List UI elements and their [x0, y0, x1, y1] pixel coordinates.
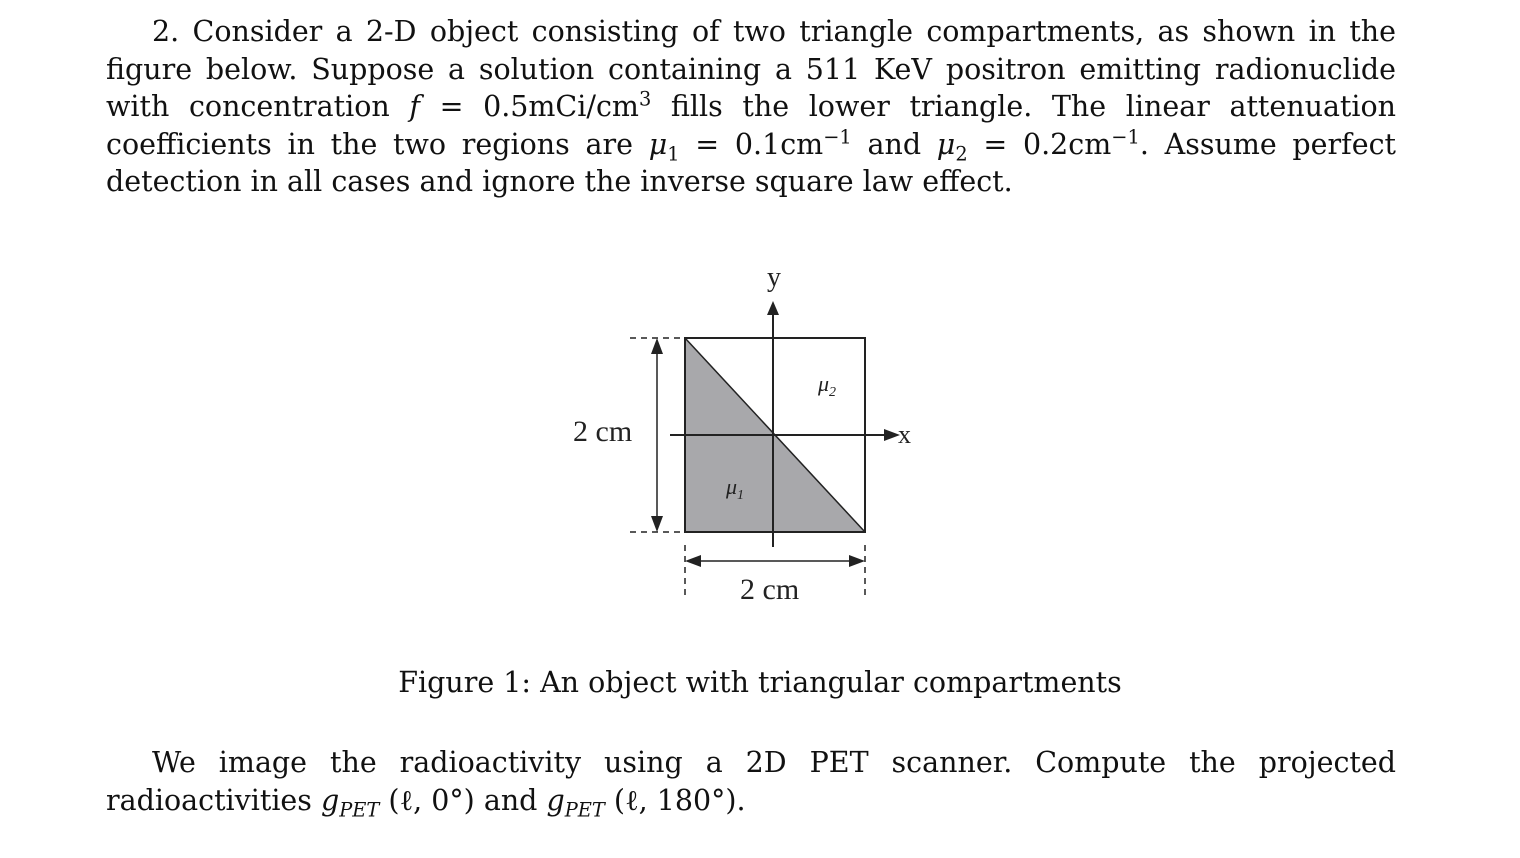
mu2-exponent: −1	[1111, 125, 1140, 148]
problem-intro: Consider a 2-D object consisting of two triangle compartments, as shown in the figure below. Suppose a solution containing a 511 KeV positron emitting radionuclide with concentration	[106, 15, 1397, 123]
g-pet-subscript-1: PET	[339, 798, 380, 822]
mu2-value: = 0.2cm	[967, 127, 1112, 161]
and-text: and	[851, 127, 937, 161]
mu1-subscript: 1	[667, 142, 680, 166]
f-symbol: f	[409, 90, 420, 123]
task-and-text: and	[474, 783, 547, 817]
projection-arg-180: (ℓ, 180°).	[604, 783, 746, 817]
mu2-symbol: μ	[936, 127, 956, 161]
after-f-text: fills the lower triangle. The linear attenuation coefficients in the two regions are	[106, 90, 1397, 161]
task-statement	[106, 744, 1396, 822]
problem-statement	[106, 13, 1396, 201]
width-arrow-left	[685, 555, 701, 567]
triangle-compartment-figure	[560, 255, 940, 625]
figure-caption: Figure 1: An object with triangular compartments	[398, 666, 1122, 699]
height-label: 2 cm	[573, 415, 633, 448]
width-arrow-right	[849, 555, 865, 567]
x-axis-label: x	[898, 420, 911, 449]
mu2-region-subscript: 2	[829, 385, 837, 400]
mu2-region-symbol: μ	[818, 371, 830, 396]
f-value: = 0.5mCi/cm	[419, 90, 639, 123]
g-pet-subscript-2: PET	[564, 798, 605, 822]
mu1-region-symbol: μ	[726, 474, 738, 499]
mu1-value: = 0.1cm	[679, 127, 824, 161]
width-label: 2 cm	[740, 573, 800, 606]
g-pet-symbol-2: g	[546, 783, 565, 817]
mu1-region-subscript: 1	[737, 488, 745, 503]
projection-arg-0: (ℓ, 0°)	[379, 783, 475, 817]
problem-number: 2.	[152, 15, 180, 48]
y-axis-arrowhead	[767, 301, 779, 315]
mu1-exponent: −1	[823, 125, 852, 148]
task-sentence: We image the radioactivity using a 2D PET scanner. Compute the projected radioactivities	[106, 746, 1396, 817]
height-arrow-up	[651, 338, 663, 354]
mu1-symbol: μ	[648, 127, 668, 161]
height-arrow-down	[651, 516, 663, 532]
closing-text: . Assume perfect detection in all cases and ignore the inverse square law effect.	[106, 127, 1396, 198]
y-axis-label: y	[767, 262, 781, 293]
mu2-region-label	[817, 371, 836, 400]
f-exponent: 3	[638, 87, 652, 111]
g-pet-symbol-1: g	[321, 783, 340, 817]
mu2-subscript: 2	[955, 142, 968, 166]
